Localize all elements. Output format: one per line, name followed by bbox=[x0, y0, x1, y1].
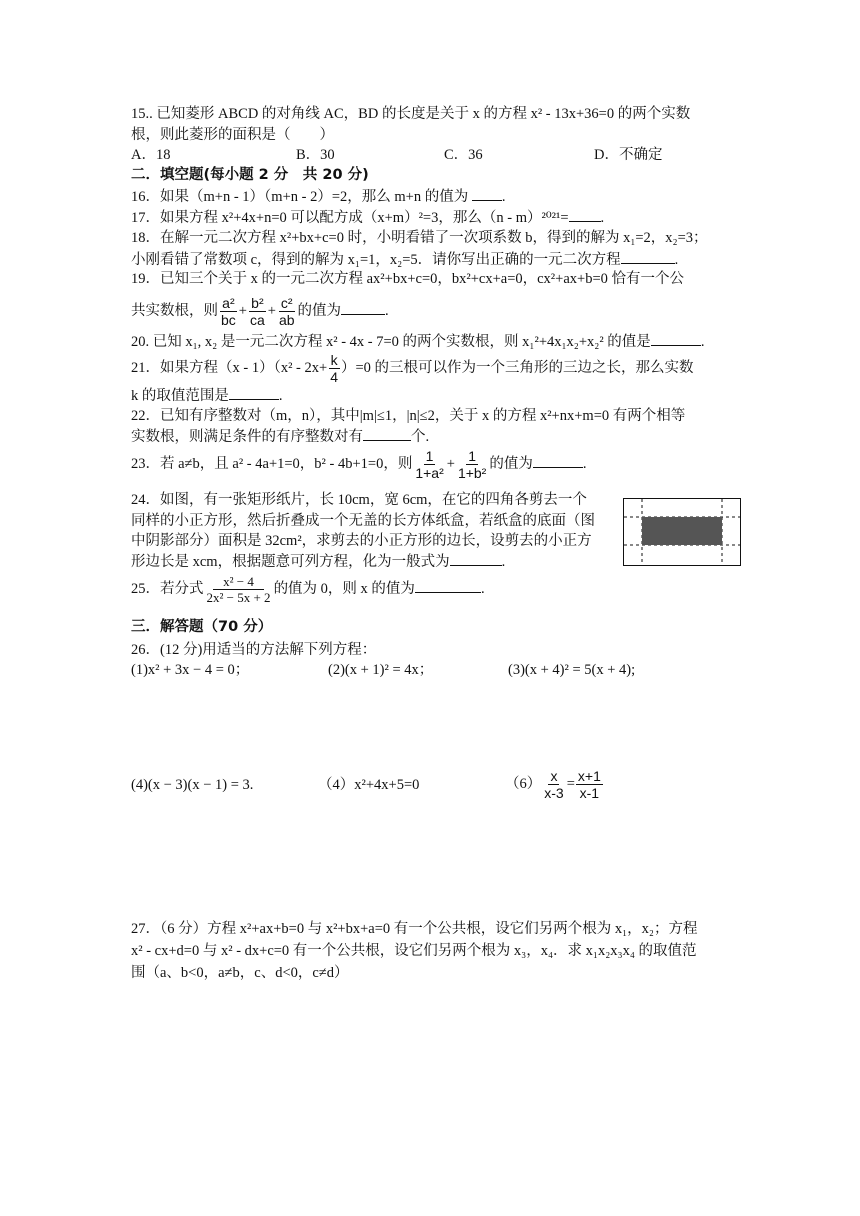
q15-line1: 15.. 已知菱形 ABCD 的对角线 AC，BD 的长度是关于 x 的方程 x² - 13x+36=0 的两个实数 bbox=[131, 106, 691, 122]
q27-line3: 围（a、b<0，a≠b，c、d<0，c≠d） bbox=[131, 965, 349, 981]
q16-text: 16．如果（m+n - 1）（m+n - 2）=2，那么 m+n 的值为 bbox=[131, 189, 472, 205]
q16-end: . bbox=[501, 189, 506, 205]
q25-text: 25．若分式 bbox=[131, 581, 204, 597]
q17-end: . bbox=[600, 210, 605, 226]
q19-text: 共实数根，则 bbox=[131, 303, 218, 319]
q27-line1: 27．（6 分）方程 x²+ax+b=0 与 x²+bx+a=0 有一个公共根，设它们另两个根为 x₁，x₂；方程 bbox=[131, 921, 698, 937]
q21-text-3: k 的取值范围是 bbox=[131, 388, 229, 404]
q20-blank[interactable] bbox=[651, 331, 701, 346]
q22-line1: 22．已知有序整数对（m，n），其中|m|≤1，|n|≤2，关于 x 的方程 x²+nx+m=0 有两个相等 bbox=[131, 408, 686, 424]
q23-fraction-1: $\frac{1}{\text{1+a²}}$ bbox=[415, 448, 444, 482]
q26-fraction-right: $\frac{x+1}{x-1}$ bbox=[577, 768, 601, 802]
q26-fraction-left: $\frac{x}{x-3}$ bbox=[544, 768, 564, 802]
q19-fraction-1: $\frac{\text{a²}}{bc}$ bbox=[221, 295, 236, 329]
q24-end: . bbox=[501, 554, 506, 570]
section-3-heading: 三．解答题（70 分） bbox=[131, 619, 273, 635]
q25 bbox=[131, 570, 485, 608]
q26-part-6-label: （6） bbox=[505, 776, 542, 792]
q20 bbox=[131, 331, 704, 352]
q15-option-c: C．36 bbox=[444, 147, 483, 163]
q24-blank[interactable] bbox=[450, 551, 502, 566]
q17-blank[interactable] bbox=[569, 207, 601, 222]
q27-line2: x² - cx+d=0 与 x² - dx+c=0 有一个公共根，设它们另两个根为 x₃，x₄．求 x₁x₂x₃x₄ 的取值范 bbox=[131, 943, 697, 959]
q23-blank[interactable] bbox=[533, 453, 583, 468]
q26-part-4: (4)(x − 3)(x − 1) = 3. bbox=[131, 777, 254, 793]
rectangle-paper-diagram bbox=[623, 498, 741, 566]
q23-plus: + bbox=[446, 456, 455, 472]
q24-line3: 中阴影部分）面积是 32cm²，求剪去的小正方形的边长，设剪去的小正方 bbox=[131, 533, 592, 549]
q19-line2 bbox=[131, 293, 389, 329]
q22-blank[interactable] bbox=[363, 426, 411, 441]
q25-end: . bbox=[480, 581, 485, 597]
q26-part-6 bbox=[505, 765, 604, 803]
q16 bbox=[131, 186, 505, 207]
q18-line1: 18．在解一元二次方程 x²+bx+c=0 时，小明看错了一次项系数 b，得到的解为 x₁=2，x₂=3； bbox=[131, 230, 708, 246]
q17 bbox=[131, 207, 604, 228]
q20-text: 20. 已知 x₁, x₂ 是一元二次方程 x² - 4x - 7=0 的两个实数根，则 x₁²+4x₁x₂+x₂² 的值是 bbox=[131, 334, 651, 350]
q20-end: . bbox=[700, 334, 705, 350]
q26-heading: 26．(12 分)用适当的方法解下列方程： bbox=[131, 642, 377, 658]
q18-end: . bbox=[674, 252, 679, 268]
q22-line2 bbox=[131, 426, 429, 447]
q26-part-5: （4）x²+4x+5=0 bbox=[318, 777, 420, 793]
q19-blank[interactable] bbox=[341, 300, 385, 315]
q26-part-3: (3)(x + 4)² = 5(x + 4); bbox=[508, 662, 636, 678]
q21-line1 bbox=[131, 351, 694, 385]
q25-fraction: $\frac{\text{x² − 4}}{\text{2x² − 5x + 2}}$ bbox=[206, 574, 271, 606]
q25-blank[interactable] bbox=[415, 578, 481, 593]
q23-fraction-2: $\frac{1}{\text{1+b²}}$ bbox=[457, 448, 487, 482]
q19-plus-1: + bbox=[238, 303, 247, 319]
q19-fraction-3: $\frac{\text{c²}}{ab}$ bbox=[278, 295, 295, 329]
q15-option-a: A．18 bbox=[131, 147, 171, 163]
q21-text: 21．如果方程（x - 1）（x² - 2x+ bbox=[131, 360, 328, 376]
q21-text-2: ）=0 的三根可以作为一个三角形的三边之长，那么实数 bbox=[340, 360, 694, 376]
q16-blank[interactable] bbox=[472, 186, 502, 201]
q19-fraction-2: $\frac{\text{b²}}{ca}$ bbox=[249, 295, 265, 329]
q19-plus-2: + bbox=[267, 303, 276, 319]
q18-line2 bbox=[131, 249, 678, 270]
shaded-base-area bbox=[642, 517, 722, 545]
q24-line4 bbox=[131, 551, 505, 572]
q17-text: 17．如果方程 x²+4x+n=0 可以配方成（x+m）²=3，那么（n - m）²⁰²¹= bbox=[131, 210, 569, 226]
q18-blank[interactable] bbox=[621, 249, 675, 264]
q18-text: 小刚看错了常数项 c，得到的解为 x₁=1，x₂=5．请你写出正确的一元二次方程 bbox=[131, 252, 621, 268]
q26-part-1: (1)x² + 3x − 4 = 0； bbox=[131, 662, 250, 678]
q23-text: 23．若 a≠b，且 a² - 4a+1=0，b² - 4b+1=0，则 bbox=[131, 456, 413, 472]
q19-end: . bbox=[385, 303, 389, 319]
q26-part-2: (2)(x + 1)² = 4x； bbox=[328, 662, 434, 678]
q23-text-2: 的值为 bbox=[489, 456, 533, 472]
q21-fraction: $\frac{k}{4}$ bbox=[330, 352, 338, 386]
q25-text-2: 的值为 0，则 x 的值为 bbox=[273, 581, 415, 597]
q22-end: 个. bbox=[411, 429, 430, 445]
q24-line1: 24．如图，有一张矩形纸片，长 10cm，宽 6cm，在它的四角各剪去一个 bbox=[131, 492, 587, 508]
q15-option-b: B．30 bbox=[296, 147, 335, 163]
q15-option-d: D．不确定 bbox=[594, 147, 663, 163]
q23-end: . bbox=[582, 456, 587, 472]
q19-text-2: 的值为 bbox=[297, 303, 342, 319]
q21-blank[interactable] bbox=[229, 385, 279, 400]
q24-line2: 同样的小正方形，然后折叠成一个无盖的长方体纸盒，若纸盒的底面（图 bbox=[131, 513, 595, 529]
section-2-heading: 二．填空题(每小题 2 分 共 20 分) bbox=[131, 167, 369, 183]
q24-text: 形边长是 xcm，根据题意可列方程，化为一般式为 bbox=[131, 554, 450, 570]
q22-text: 实数根，则满足条件的有序整数对有 bbox=[131, 429, 363, 445]
diagram-svg bbox=[624, 499, 740, 565]
q21-line2 bbox=[131, 385, 283, 406]
q19-line1: 19．已知三个关于 x 的一元二次方程 ax²+bx+c=0，bx²+cx+a=0，cx²+ax+b=0 恰有一个公 bbox=[131, 271, 685, 287]
q15-line2: 根，则此菱形的面积是（ ） bbox=[131, 127, 334, 143]
q26-equals: = bbox=[566, 776, 575, 792]
q23 bbox=[131, 446, 586, 482]
q21-end: . bbox=[278, 388, 283, 404]
